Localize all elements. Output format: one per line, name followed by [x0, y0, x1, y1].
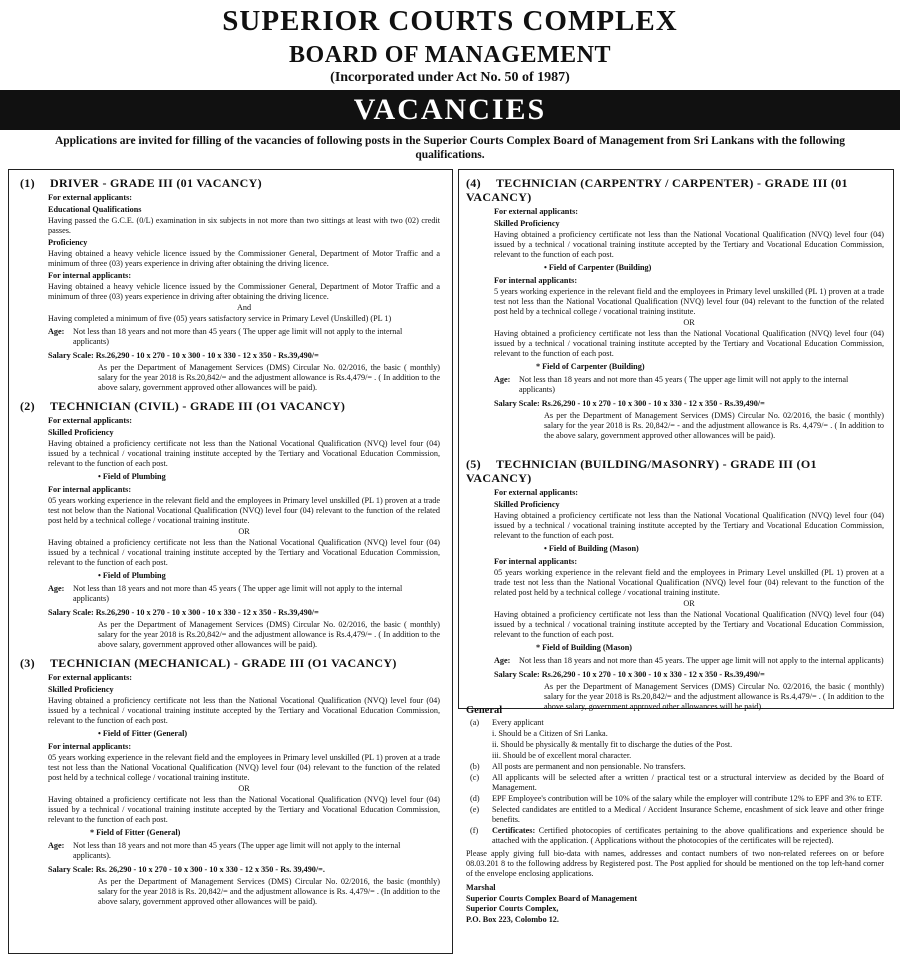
internal-label: For internal applicants:: [48, 485, 132, 494]
internal-text: 05 years working experience in the relevant field and the employees in Primary level unskilled (PL 1) proven at a trade test not less than the National Vocational Qualification (NVQ) level four (04) relevant to the function of the related post held by a technical college / vocational training institute.: [48, 753, 440, 782]
left-column: [20, 174, 440, 908]
internal-text: 05 years working experience in the relevant field and the employees in Primary Level unskilled (PL 1) proven at a trade test not less than the National Vocational Qualification (NVQ) level four (04) relevant to the function of the related post held by a technical college / vocational training institute.: [494, 568, 884, 597]
dms-note: As per the Department of Management Services (DMS) Circular No. 02/2016, the basic ( monthly) salary for the year 2018 is Rs.20,842/= and the adjustment allowance is Rs.4,479/= . ( In addition to the above salary, government approved other allowances will be paid).: [544, 682, 884, 711]
dms-note: As per the Department of Management Services (DMS) Circular No. 02/2016, the basic ( monthly) salary for the year 2018 is Rs. 20,842/= - and the adjustment allowance is Rs. 4,479/= . ( In addition to the above salary, government approved other allowances will be paid).: [544, 411, 884, 440]
general-sub-ii: ii. Should be physically & mentally fit to discharge the duties of the Post.: [492, 740, 733, 749]
age-requirement: Age: Not less than 18 years and not more than 45 years ( The upper age limit will not apply to the internal applicants): [494, 375, 849, 394]
internal-label: For internal applicants:: [494, 557, 578, 566]
proficiency-text: Having obtained a heavy vehicle licence issued by the Commissioner General, Department of Motor Traffic and a minimum of three (03) years experience in driving after obtaining the driving licence.: [48, 249, 440, 268]
post-title: (1) DRIVER - GRADE III (01 VACANCY): [20, 176, 262, 190]
nvq-text: Having obtained a proficiency certificate not less than the National Vocational Qualification (NVQ) level four (04) issued by a technical / vocational training institute accepted by the Tertiary and Vocational Education Commission, relevant to the function of each post.: [48, 795, 440, 824]
field-label: • Field of Fitter (General): [98, 729, 188, 738]
application-note: Please apply giving full bio-data with names, addresses and contact numbers of two non-related referees on or before 08.03.201 8 to the following address by Registered post. The Post applied for should be mentioned on the top left-hand corner of the envelope enclosing applications.: [466, 849, 884, 878]
general-sub-iii: iii. Should be of excellent moral character.: [492, 751, 632, 760]
field-label: • Field of Plumbing: [98, 472, 166, 481]
nvq-text: Having obtained a proficiency certificate not less than the National Vocational Qualification (NVQ) level four (04) issued by a technical / vocational training institute accepted by the Tertiary and Vocational Education Commission, relevant to the function of each post.: [494, 511, 884, 540]
salary-scale: Salary Scale: Rs.26,290 - 10 x 270 - 10 x 300 - 10 x 330 - 12 x 350 - Rs.39,490/=: [48, 351, 319, 360]
external-label: For external applicants:: [494, 207, 578, 216]
incorporation-note: (Incorporated under Act No. 50 of 1987): [330, 70, 570, 85]
post-title: (5) TECHNICIAN (BUILDING/MASONRY) - GRADE III (O1 VACANCY): [466, 457, 817, 485]
post-title: (2) TECHNICIAN (CIVIL) - GRADE III (O1 VACANCY): [20, 399, 346, 413]
age-requirement: Age: Not less than 18 years and not more than 45 years ( The upper age limit will not apply to the internal applicants): [48, 327, 403, 346]
and-divider: And: [236, 303, 252, 312]
salary-scale: Salary Scale: Rs.26,290 - 10 x 270 - 10 x 300 - 10 x 330 - 12 x 350 - Rs.39,490/=: [494, 670, 765, 679]
salary-scale: Salary Scale: Rs.26,290 - 10 x 270 - 10 x 300 - 10 x 330 - 12 x 350 - Rs.39,490/=: [494, 399, 765, 408]
internal-text-2: Having completed a minimum of five (05) years satisfactory service in Primary Level (Unskilled) (PL 1): [48, 314, 392, 323]
general-item-c: (c) All applicants will be selected after a written / practical test or a structural interview as decided by the Board of Management.: [470, 773, 884, 792]
field-label: • Field of Carpenter (Building): [544, 263, 652, 272]
nvq-text: Having obtained a proficiency certificate not less than the National Vocational Qualification (NVQ) level four (04) issued by a technical / vocational training institute accepted by the Tertiary and Vocational Education Commission, relevant to the function of each post.: [48, 538, 440, 567]
vacancies-banner: VACANCIES: [0, 90, 900, 130]
internal-text: Having obtained a heavy vehicle licence issued by the Commissioner General, Department of Motor Traffic and a minimum of three (03) years experience in driving after obtaining the driving licence.: [48, 282, 440, 301]
skilled-label: Skilled Proficiency: [494, 219, 560, 228]
or-divider: OR: [238, 784, 250, 793]
nvq-text: Having obtained a proficiency certificate not less than the National Vocational Qualification (NVQ) level four (04) issued by a technical / vocational training institute accepted by the Tertiary and Vocational Education Commission, relevant to the function of each post.: [48, 439, 440, 468]
age-requirement: Age: Not less than 18 years and not more than 45 years ( The upper age limit will not apply to the internal applicants): [48, 584, 403, 603]
dms-note: As per the Department of Management Services (DMS) Circular No. 02/2016, the basic ( monthly) salary for the year 2018 is Rs.20,842/= and the adjustment allowance is Rs.4,479/= . ( In addition to the above salary, government approved other allowances will be paid).: [98, 620, 440, 649]
general-item-f: (f) Certificates: Certified photocopies of certificates pertaining to the above qualifications and experience should be attached with the application. ( Applications without the photocopies of the certificates will be rejected).: [470, 826, 884, 845]
post-title: (4) TECHNICIAN (CARPENTRY / CARPENTER) - GRADE III (01 VACANCY): [466, 176, 848, 204]
field-label: * Field of Carpenter (Building): [536, 362, 645, 371]
skilled-label: Skilled Proficiency: [48, 685, 114, 694]
post-technician-carpentry: [466, 176, 884, 441]
post-title: (3) TECHNICIAN (MECHANICAL) - GRADE III (O1 VACANCY): [20, 656, 397, 670]
external-label: For external applicants:: [48, 673, 132, 682]
post-driver: [20, 176, 440, 393]
age-requirement: Age: Not less than 18 years and not more than 45 years (The upper age limit will not apply to the internal applicants).: [48, 841, 401, 860]
or-divider: OR: [683, 318, 695, 327]
salary-scale: Salary Scale: Rs. 26,290 - 10 x 270 - 10 x 300 - 10 x 330 - 12 x 350 - Rs. 39,490/=.: [48, 865, 325, 874]
post-technician-building: [466, 457, 884, 712]
edu-text: Having passed the G.C.E. (0/L) examination in six subjects in not more than two sittings at least with two (02) credit passes.: [48, 216, 440, 235]
general-item-e: (e) Selected candidates are entitled to a Medical / Accident Insurance Scheme, encashment of sick leave and other fringe benefits.: [470, 805, 884, 824]
salary-scale: Salary Scale: Rs.26,290 - 10 x 270 - 10 x 300 - 10 x 330 - 12 x 350 - Rs.39,490/=: [48, 608, 319, 617]
dms-note: As per the Department of Management Services (DMS) Circular No. 02/2016, the basic (monthly) salary for the year 2018 is Rs. 20,842/= and the adjustment allowance is Rs. 4,479/= . (In addition to the above salary, government approved other allowances will be paid).: [98, 877, 440, 906]
nvq-text: Having obtained a proficiency certificate not less than the National Vocational Qualification (NVQ) level four (04) issued by a technical / vocational training institute accepted by the Tertiary and Vocational Education Commission, relevant to the function of each post.: [494, 230, 884, 259]
page-title: SUPERIOR COURTS COMPLEX: [222, 5, 678, 37]
signature-block: Marshal Superior Courts Complex Board of Management Superior Courts Complex, P.O. Box 223, Colombo 12.: [466, 883, 638, 924]
skilled-label: Skilled Proficiency: [48, 428, 114, 437]
general-title: General: [466, 705, 503, 716]
field-label: * Field of Building (Mason): [536, 643, 632, 652]
general-item-b: (b) All posts are permanent and non pensionable. No transfers.: [470, 762, 686, 771]
external-label: For external applicants:: [494, 488, 578, 497]
field-label: * Field of Fitter (General): [90, 828, 181, 837]
general-sub-i: i. Should be a Citizen of Sri Lanka.: [492, 729, 608, 738]
header: [0, 0, 900, 86]
page-subtitle: BOARD OF MANAGEMENT: [289, 42, 611, 68]
proficiency-label: Proficiency: [48, 238, 88, 247]
intro-text: Applications are invited for filling of the vacancies of following posts in the Superior Courts Complex Board of Management from Sri Lankans with the following qualifications.: [54, 135, 846, 161]
post-technician-civil: [20, 399, 440, 650]
post-technician-mechanical: [20, 656, 440, 907]
field-label: • Field of Plumbing: [98, 571, 166, 580]
or-divider: OR: [683, 599, 695, 608]
nvq-text: Having obtained a proficiency certificate not less than the National Vocational Qualification (NVQ) level four (04) issued by a technical / vocational training institute accepted by the Tertiary and Vocational Education Commission, relevant to the function of each post.: [494, 329, 884, 358]
internal-label: For internal applicants:: [494, 276, 578, 285]
internal-text: 5 years working experience in the relevant field and the employees in Primary level unskilled (PL 1) proven at a trade test not less than the National Vocational Qualification (NVQ) level four (04) relevant to the function of the related post held by a technical college / vocational training institute.: [494, 287, 884, 316]
nvq-text: Having obtained a proficiency certificate not less than the National Vocational Qualification (NVQ) level four (04) issued by a technical / vocational training institute accepted by the Tertiary and Vocational Education Commission, relevant to the function of each post.: [494, 610, 884, 639]
or-divider: OR: [238, 527, 250, 536]
general-item-a: (a) Every applicant: [470, 718, 544, 727]
internal-label: For internal applicants:: [48, 742, 132, 751]
right-column: [466, 174, 884, 713]
internal-text: 05 years working experience in the relevant field and the employees in Primary level unskilled (PL 1) proven at a trade test not below than the National Vocational Qualification (NVQ) level four (04) relevant to the function of the related post held by a technical college / vocational training institute.: [48, 496, 440, 525]
internal-label: For internal applicants:: [48, 271, 132, 280]
age-requirement: Age: Not less than 18 years and not more than 45 years. The upper age limit will not apply to the internal applicants): [494, 656, 884, 665]
nvq-text: Having obtained a proficiency certificate not less than the National Vocational Qualification (NVQ) level four (04) issued by a technical / vocational training institute accepted by the Tertiary and Vocational Education Commission, relevant to the function of each post.: [48, 696, 440, 725]
external-label: For external applicants:: [48, 193, 132, 202]
dms-note: As per the Department of Management Services (DMS) Circular No. 02/2016, the basic ( monthly) salary for the year 2018 is Rs.20,842/= and the adjustment allowance is Rs.4,479/= . ( In addition to the above salary, government approved other allowances will be paid).: [98, 363, 440, 392]
external-label: For external applicants:: [48, 416, 132, 425]
edu-label: Educational Qualifications: [48, 205, 142, 214]
general-section: [466, 704, 884, 925]
general-item-d: (d) EPF Employee's contribution will be 10% of the salary while the employer will contribute 12% to EPF and 3% to ETF.: [470, 794, 883, 803]
field-label: • Field of Building (Mason): [544, 544, 639, 553]
skilled-label: Skilled Proficiency: [494, 500, 560, 509]
